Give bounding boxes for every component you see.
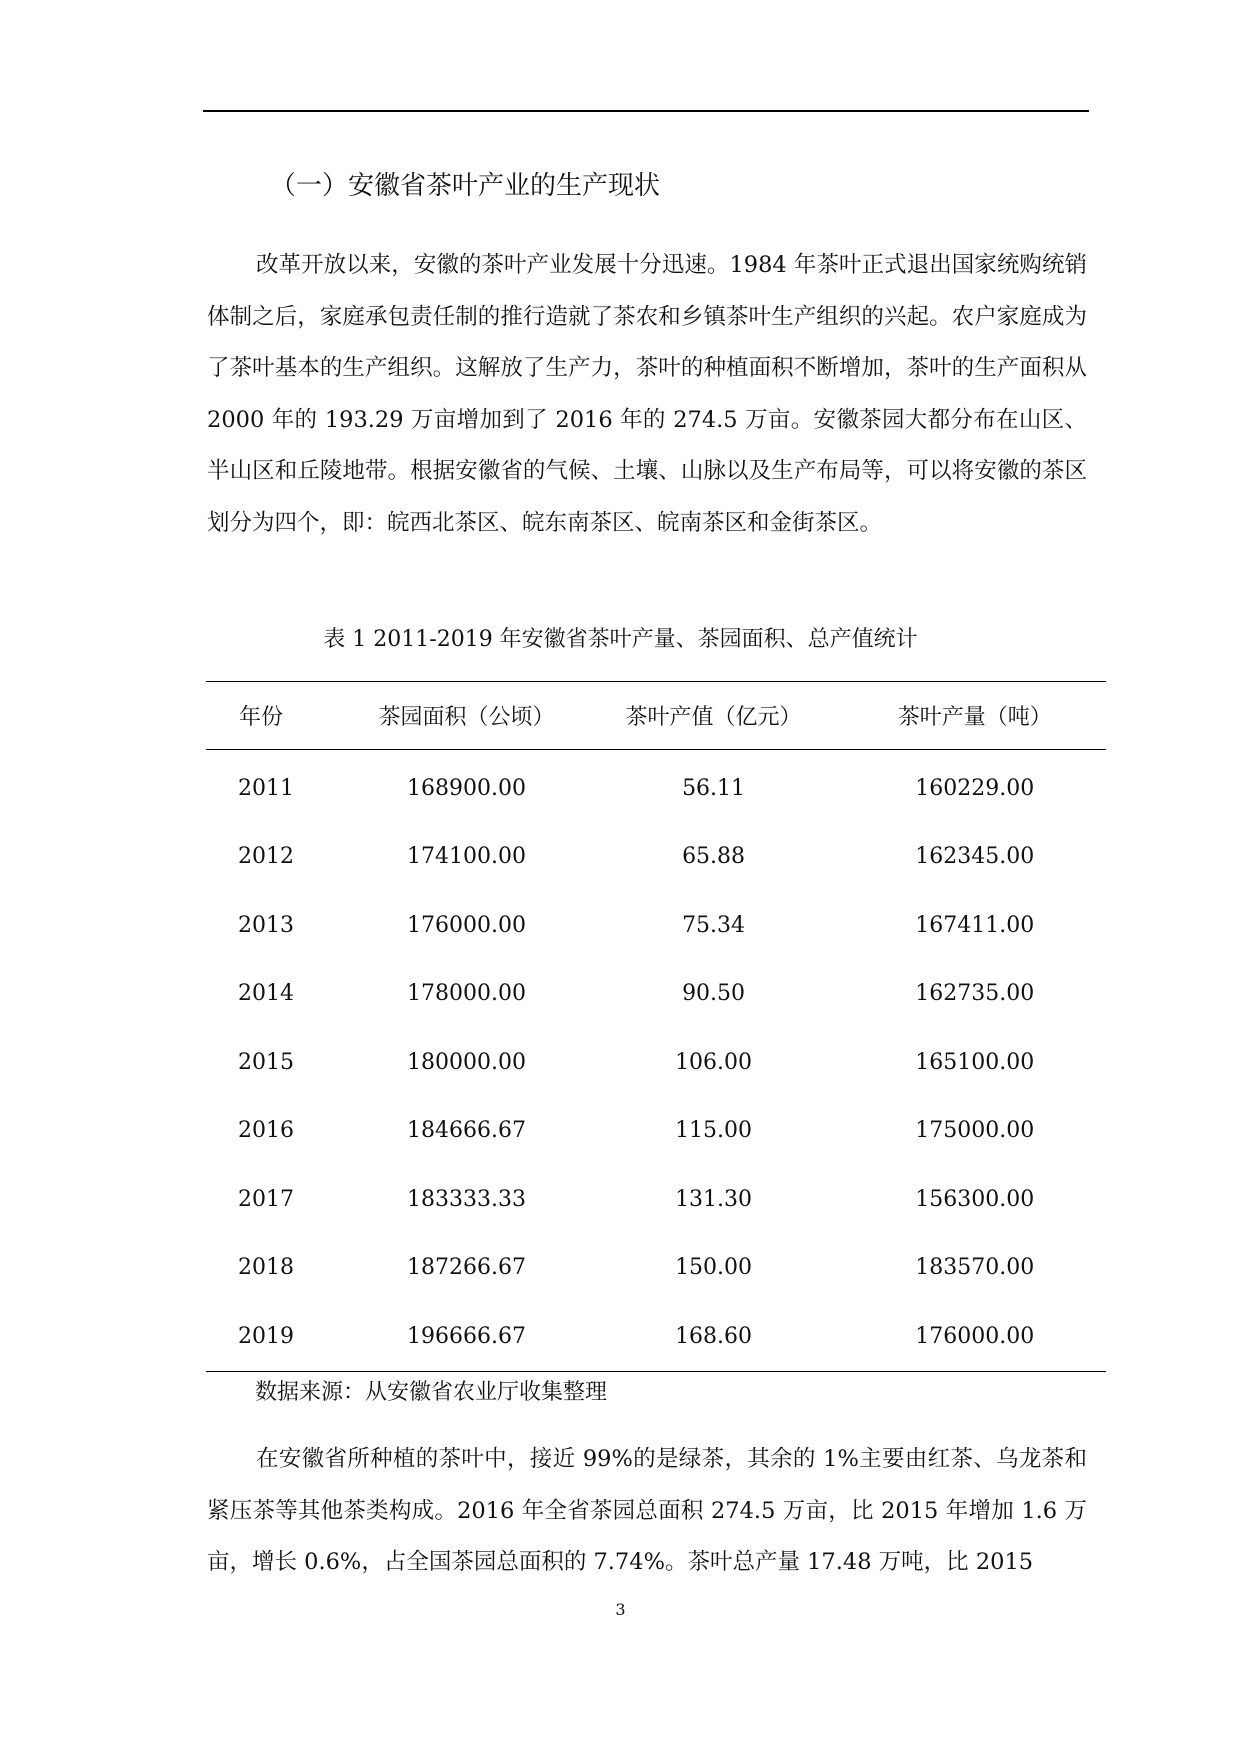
cell-year: 2011 — [238, 775, 294, 801]
cell-value: 106.00 — [675, 1049, 753, 1075]
cell-area: 196666.67 — [406, 1323, 526, 1349]
table-header-row — [206, 682, 1106, 750]
cell-value: 90.50 — [682, 981, 746, 1007]
header-rule — [203, 110, 1089, 112]
cell-value: 150.00 — [675, 1255, 753, 1281]
table-row — [206, 1097, 1106, 1166]
cell-value: 168.60 — [675, 1323, 753, 1349]
cell-area: 178000.00 — [406, 981, 526, 1007]
header-value: 茶叶产值（亿元） — [625, 705, 802, 730]
header-output: 茶叶产量（吨） — [897, 705, 1052, 730]
cell-value: 75.34 — [682, 912, 746, 938]
table-row — [206, 1234, 1106, 1303]
section-heading: （一）安徽省茶叶产业的生产现状 — [270, 171, 661, 201]
cell-year: 2018 — [238, 1255, 294, 1281]
cell-area: 183333.33 — [406, 1186, 526, 1212]
cell-output: 160229.00 — [915, 775, 1035, 801]
header-area: 茶园面积（公顷） — [378, 705, 555, 730]
cell-value: 115.00 — [675, 1118, 753, 1144]
cell-area: 174100.00 — [406, 844, 526, 870]
cell-value: 65.88 — [682, 844, 746, 870]
cell-value: 56.11 — [682, 775, 746, 801]
cell-output: 183570.00 — [915, 1255, 1035, 1281]
cell-output: 162735.00 — [915, 981, 1035, 1007]
cell-area: 187266.67 — [406, 1255, 526, 1281]
cell-area: 176000.00 — [406, 912, 526, 938]
cell-output: 175000.00 — [915, 1118, 1035, 1144]
header-year: 年份 — [239, 705, 284, 730]
cell-value: 131.30 — [675, 1186, 753, 1212]
cell-output: 167411.00 — [915, 912, 1035, 938]
table-row — [206, 1028, 1106, 1097]
page-number: 3 — [615, 1600, 626, 1619]
cell-area: 184666.67 — [406, 1118, 526, 1144]
cell-area: 180000.00 — [406, 1049, 526, 1075]
cell-output: 162345.00 — [915, 844, 1035, 870]
table-source-note: 数据来源：从安徽省农业厅收集整理 — [255, 1380, 608, 1405]
cell-year: 2016 — [238, 1118, 294, 1144]
cell-year: 2014 — [238, 981, 294, 1007]
table-row — [206, 823, 1106, 892]
statistics-table — [206, 681, 1106, 1372]
paragraph-green-tea: 在安徽省所种植的茶叶中，接近 99%的是绿茶，其余的 1%主要由红茶、乌龙茶和紧压茶等其他茶类构成。2016 年全省茶园总面积 274.5 万亩，比 2015 年增加 1.6 万亩，增长 0.6%，占全国茶园总面积的 7.74%。茶叶总产量 17.48 万吨，比 2015 — [207, 1446, 1087, 1575]
table-row — [206, 891, 1106, 960]
cell-output: 176000.00 — [915, 1323, 1035, 1349]
table-row — [206, 750, 1106, 823]
cell-year: 2012 — [238, 844, 294, 870]
cell-year: 2015 — [238, 1049, 294, 1075]
table-row — [206, 1302, 1106, 1371]
cell-year: 2019 — [238, 1323, 294, 1349]
paragraph-intro: 改革开放以来，安徽的茶叶产业发展十分迅速。1984 年茶叶正式退出国家统购统销体制之后，家庭承包责任制的推行造就了茶农和乡镇茶叶生产组织的兴起。农户家庭成为了茶叶基本的生产组织。这解放了生产力，茶叶的种植面积不断增加，茶叶的生产面积从 2000 年的 193.29 万亩增加到了 2016 年的 274.5 万亩。安徽茶园大都分布在山区、半山区和丘陵地带。根据安徽省的气候、土壤、山脉以及生产布局等，可以将安徽的茶区划分为四个，即：皖西北茶区、皖东南茶区、皖南茶区和金街茶区。 — [207, 252, 1087, 536]
cell-year: 2017 — [238, 1186, 294, 1212]
table-row — [206, 1165, 1106, 1234]
table-row — [206, 960, 1106, 1029]
cell-year: 2013 — [238, 912, 294, 938]
cell-area: 168900.00 — [406, 775, 526, 801]
cell-output: 156300.00 — [915, 1186, 1035, 1212]
table-caption: 表 1 2011-2019 年安徽省茶叶产量、茶园面积、总产值统计 — [323, 627, 918, 652]
cell-output: 165100.00 — [915, 1049, 1035, 1075]
